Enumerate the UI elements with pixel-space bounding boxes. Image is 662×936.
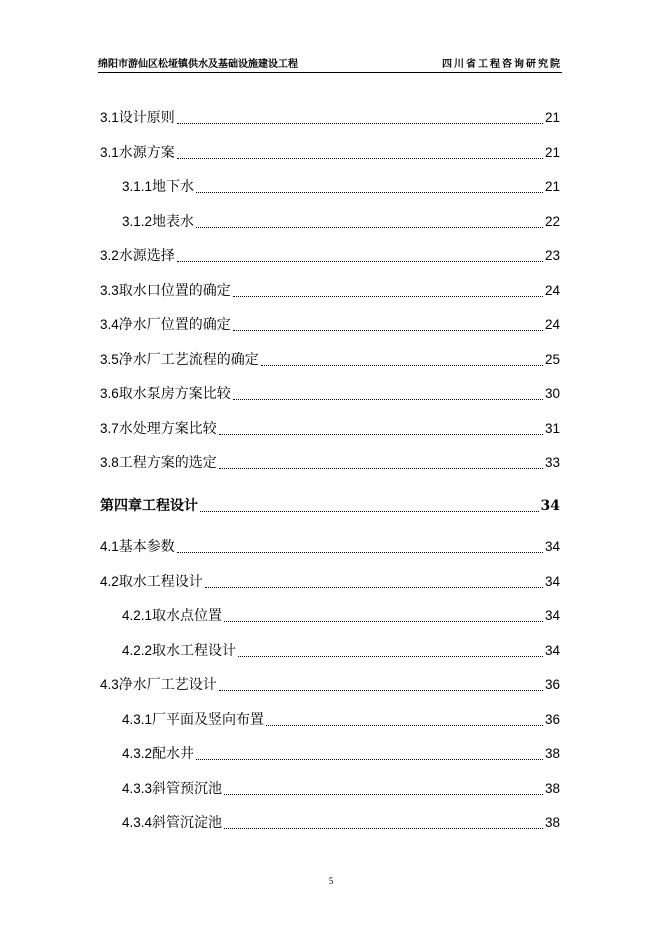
- toc-dot-leader: [177, 260, 543, 262]
- toc-entry-page: 24: [544, 317, 560, 332]
- toc-entry-page: 34: [544, 574, 560, 589]
- toc-entry-page: 38: [544, 746, 560, 761]
- header-project-title: 绵阳市游仙区松垭镇供水及基础设施建设工程: [98, 59, 298, 70]
- toc-entry[interactable]: [100, 672, 560, 694]
- toc-entry[interactable]: [100, 534, 560, 556]
- toc-entry[interactable]: [122, 707, 560, 729]
- toc-entry-page: 23: [544, 248, 560, 263]
- toc-entry-title: 斜管沉淀池: [152, 815, 223, 831]
- toc-chapter-entry[interactable]: [100, 493, 560, 515]
- toc-dot-leader: [200, 510, 539, 512]
- toc-dot-leader: [238, 655, 543, 657]
- toc-dot-leader: [224, 827, 543, 829]
- toc-entry-page: 21: [544, 179, 560, 194]
- toc-entry-title: 工程方案的选定: [118, 455, 217, 471]
- toc-entry-number: 3.7: [100, 421, 119, 436]
- toc-entry-title: 厂平面及竖向布置: [152, 712, 265, 728]
- toc-dot-leader: [177, 122, 543, 124]
- toc-entry-title: 地表水: [152, 214, 195, 230]
- toc-entry-number: 4.3.2: [122, 746, 153, 761]
- toc-entry[interactable]: [100, 347, 560, 369]
- toc-entry-title: 配水井: [152, 746, 195, 762]
- toc-entry-title: 设计原则: [118, 110, 175, 126]
- toc-entry-number: 3.1.2: [122, 214, 153, 229]
- toc-dot-leader: [224, 620, 543, 622]
- toc-entry[interactable]: [100, 278, 560, 300]
- toc-entry-page: 31: [544, 421, 560, 436]
- toc-entry-number: 3.3: [100, 283, 119, 298]
- toc-entry-title: 斜管预沉池: [152, 781, 223, 797]
- toc-dot-leader: [196, 191, 543, 193]
- header-institute-name: 四川省工程咨询研究院: [442, 59, 562, 70]
- toc-entry-title: 取水泵房方案比较: [118, 386, 231, 402]
- toc-entry-page: 33: [544, 455, 560, 470]
- toc-entry-number: 3.5: [100, 352, 119, 367]
- toc-dot-leader: [224, 793, 543, 795]
- toc-entry[interactable]: [100, 105, 560, 127]
- toc-entry-number: 4.3: [100, 677, 119, 692]
- toc-entry[interactable]: [100, 140, 560, 162]
- toc-entry[interactable]: [100, 243, 560, 265]
- toc-entry-number: 4.2.1: [122, 608, 153, 623]
- toc-entry[interactable]: [122, 174, 560, 196]
- toc-dot-leader: [219, 689, 543, 691]
- toc-entry-title: 取水口位置的确定: [118, 283, 231, 299]
- toc-dot-leader: [196, 758, 543, 760]
- toc-dot-leader: [233, 329, 543, 331]
- toc-entry-page: 21: [544, 145, 560, 160]
- toc-entry[interactable]: [122, 776, 560, 798]
- toc-entry-page: 34: [544, 539, 560, 554]
- toc-dot-leader: [196, 226, 543, 228]
- toc-entry-number: 3.2: [100, 248, 119, 263]
- toc-entry-page: 22: [544, 214, 560, 229]
- toc-entry-page: 30: [544, 386, 560, 401]
- toc-entry-page: 36: [544, 712, 560, 727]
- toc-entry-number: 4.3.4: [122, 815, 153, 830]
- toc-dot-leader: [233, 398, 543, 400]
- toc-entry-page: 36: [544, 677, 560, 692]
- toc-entry-number: 4.2.2: [122, 643, 153, 658]
- toc-dot-leader: [261, 364, 543, 366]
- toc-entry-title: 取水工程设计: [118, 574, 203, 590]
- toc-entry[interactable]: [122, 638, 560, 660]
- toc-dot-leader: [219, 467, 543, 469]
- toc-entry-page: 34: [544, 608, 560, 623]
- toc-entry-title: 净水厂工艺设计: [118, 677, 217, 693]
- toc-dot-leader: [177, 551, 543, 553]
- toc-entry-number: 3.6: [100, 386, 119, 401]
- toc-entry-number: 4.2: [100, 574, 119, 589]
- toc-entry[interactable]: [122, 209, 560, 231]
- toc-entry-title: 水源选择: [118, 248, 175, 264]
- toc-entry-number: 4.3.3: [122, 781, 153, 796]
- toc-entry[interactable]: [100, 381, 560, 403]
- toc-entry-page: 34: [540, 498, 560, 514]
- toc-entry-number: 3.4: [100, 317, 119, 332]
- toc-chapter-title: 第四章工程设计: [100, 498, 198, 514]
- toc-dot-leader: [266, 724, 543, 726]
- toc-entry-title: 净水厂位置的确定: [118, 317, 231, 333]
- toc-entry-number: 3.8: [100, 455, 119, 470]
- toc-entry-title: 地下水: [152, 179, 195, 195]
- toc-entry[interactable]: [100, 312, 560, 334]
- toc-entry[interactable]: [100, 569, 560, 591]
- toc-entry-title: 基本参数: [118, 539, 175, 555]
- toc-entry-page: 38: [544, 815, 560, 830]
- toc-dot-leader: [233, 295, 543, 297]
- toc-dot-leader: [177, 157, 543, 159]
- toc-entry[interactable]: [100, 450, 560, 472]
- toc-entry-page: 25: [544, 352, 560, 367]
- toc-entry-page: 21: [544, 110, 560, 125]
- toc-entry[interactable]: [100, 416, 560, 438]
- toc-entry-number: 3.1: [100, 145, 119, 160]
- toc-entry[interactable]: [122, 810, 560, 832]
- toc-entry-number: 3.1.1: [122, 179, 153, 194]
- page-number: 5: [328, 876, 334, 886]
- toc-entry-title: 取水点位置: [152, 608, 223, 624]
- toc-entry-title: 水源方案: [118, 145, 175, 161]
- toc-entry-title: 净水厂工艺流程的确定: [118, 352, 259, 368]
- toc-entry-page: 34: [544, 643, 560, 658]
- toc-entry-number: 4.3.1: [122, 712, 153, 727]
- toc-entry-number: 3.1: [100, 110, 119, 125]
- toc-entry-number: 4.1: [100, 539, 119, 554]
- toc-dot-leader: [219, 433, 543, 435]
- toc-entry[interactable]: [122, 603, 560, 625]
- toc-entry[interactable]: [122, 741, 560, 763]
- toc-entry-page: 24: [544, 283, 560, 298]
- toc-dot-leader: [205, 586, 543, 588]
- running-header: [98, 52, 562, 73]
- toc-entry-page: 38: [544, 781, 560, 796]
- toc-entry-title: 取水工程设计: [152, 643, 237, 659]
- toc-entry-title: 水处理方案比较: [118, 421, 217, 437]
